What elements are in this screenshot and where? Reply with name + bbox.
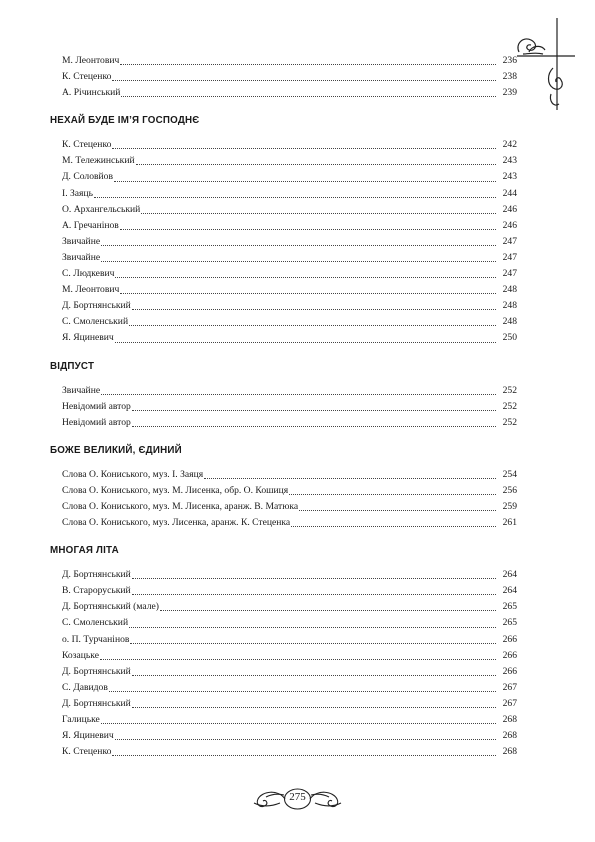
- toc-entry: [62, 69, 517, 85]
- toc-entry-page: 248: [502, 316, 517, 328]
- toc-entry: [62, 399, 517, 415]
- toc-entry: [62, 499, 517, 515]
- dot-leader: [101, 260, 496, 262]
- dot-leader: [121, 95, 496, 97]
- toc-entry-page: 256: [502, 484, 517, 496]
- toc-entry-label: Д. Бортнянський (мале): [62, 601, 159, 613]
- toc-entry-label: Я. Яциневич: [62, 332, 114, 344]
- toc-entry-label: А. Річинський: [62, 87, 121, 99]
- dot-leader: [160, 609, 496, 611]
- dot-leader: [120, 63, 496, 65]
- toc-entry: [62, 567, 517, 583]
- table-of-contents: [50, 53, 517, 760]
- dot-leader: [120, 228, 496, 230]
- toc-entry-page: 247: [502, 235, 517, 247]
- toc-entry-page: 236: [502, 55, 517, 66]
- cross-flourish-icon: [513, 18, 575, 110]
- toc-entry: [62, 680, 517, 696]
- toc-entry-label: С. Смоленський: [62, 316, 129, 328]
- toc-entry-page: 244: [502, 187, 517, 199]
- dot-leader: [291, 525, 496, 527]
- dot-leader: [115, 341, 496, 343]
- toc-entry-label: С. Людкевич: [62, 268, 115, 280]
- dot-leader: [132, 308, 496, 310]
- toc-entry: [62, 632, 517, 648]
- dot-leader: [130, 642, 496, 644]
- toc-entry-page: 248: [502, 300, 517, 312]
- toc-entry-label: К. Стеценко: [62, 139, 112, 151]
- dot-leader: [141, 212, 496, 214]
- dot-leader: [101, 722, 496, 724]
- toc-entry-label: Слова О. Кониського, муз. Лисенка, аранж. К. Стеценка: [62, 517, 291, 529]
- toc-entry: [62, 85, 517, 101]
- dot-leader: [129, 626, 496, 628]
- toc-entry-page: 265: [502, 617, 517, 629]
- dot-leader: [101, 244, 496, 246]
- toc-entry-page: 246: [502, 219, 517, 231]
- dot-leader: [289, 493, 496, 495]
- toc-entry-page: 247: [502, 268, 517, 280]
- toc-entry-page: 242: [502, 139, 517, 151]
- toc-entry: [62, 218, 517, 234]
- toc-entry-page: 247: [502, 251, 517, 263]
- toc-entry: [62, 483, 517, 499]
- toc-entry-page: 239: [502, 87, 517, 99]
- dot-leader: [115, 276, 496, 278]
- toc-entry-page: 267: [502, 681, 517, 693]
- section-title: МНОГАЯ ЛІТА: [50, 545, 119, 557]
- toc-entry: [62, 250, 517, 266]
- section-title: ВІДПУСТ: [50, 360, 95, 372]
- toc-entry-page: 238: [502, 71, 517, 83]
- toc-entry-page: 268: [502, 714, 517, 725]
- toc-entry-label: Слова О. Кониського, муз. І. Заяця: [62, 468, 204, 480]
- toc-entry-label: М. Леонтович: [62, 284, 120, 296]
- dot-leader: [101, 393, 496, 395]
- toc-entry: [62, 266, 517, 282]
- toc-entry: [62, 583, 517, 599]
- toc-entry: [62, 282, 517, 298]
- toc-entry-label: В. Староруський: [62, 585, 131, 597]
- toc-entry-label: С. Давидов: [62, 681, 108, 693]
- toc-entry-page: 266: [502, 665, 517, 677]
- toc-entry-page: 252: [502, 384, 517, 396]
- toc-entry: [62, 648, 517, 664]
- dot-leader: [132, 425, 496, 427]
- toc-entry-page: 243: [502, 171, 517, 183]
- toc-entry-page: 250: [502, 332, 517, 344]
- dot-leader: [109, 690, 496, 692]
- toc-entry-page: 252: [502, 416, 517, 428]
- toc-entry: [62, 615, 517, 631]
- dot-leader: [115, 738, 496, 740]
- dot-leader: [132, 577, 496, 579]
- dot-leader: [112, 147, 496, 149]
- dot-leader: [120, 292, 496, 294]
- toc-entry: [62, 664, 517, 680]
- dot-leader: [112, 754, 496, 756]
- toc-entry: [62, 314, 517, 330]
- toc-entry-label: Д. Соловйов: [62, 171, 113, 183]
- dot-leader: [136, 163, 496, 165]
- dot-leader: [299, 509, 496, 511]
- dot-leader: [132, 409, 496, 411]
- dot-leader: [100, 658, 496, 660]
- dot-leader: [129, 324, 496, 326]
- toc-entry: [62, 744, 517, 760]
- toc-entry: [62, 137, 517, 153]
- toc-entry-page: 267: [502, 697, 517, 709]
- toc-entry-label: Галицьке: [62, 714, 100, 725]
- toc-entry-label: Д. Бортнянський: [62, 300, 131, 312]
- toc-entry: [62, 153, 517, 169]
- toc-entry-label: К. Стеценко: [62, 746, 112, 758]
- toc-entry-label: Д. Бортнянський: [62, 569, 131, 581]
- toc-entry-label: Звичайне: [62, 235, 101, 247]
- dot-leader: [94, 196, 496, 198]
- toc-entry: [62, 712, 517, 728]
- toc-entry-page: 261: [502, 517, 517, 529]
- toc-entry-label: Невідомий автор: [62, 400, 131, 412]
- toc-entry-label: Д. Бортнянський: [62, 697, 131, 709]
- dot-leader: [204, 477, 496, 479]
- toc-entry-page: 248: [502, 284, 517, 296]
- toc-entry-label: Слова О. Кониського, муз. М. Лисенка, аранж. В. Матюка: [62, 500, 299, 512]
- toc-entry-label: О. Архангельський: [62, 203, 141, 215]
- toc-entry-page: 254: [502, 468, 517, 480]
- toc-entry: [62, 515, 517, 531]
- toc-entry: [62, 53, 517, 69]
- toc-entry-page: 265: [502, 601, 517, 613]
- toc-entry-label: М. Тележинський: [62, 155, 135, 167]
- toc-entry-label: К. Стеценко: [62, 71, 112, 83]
- toc-entry-page: 259: [502, 500, 517, 512]
- toc-entry-page: 264: [502, 569, 517, 581]
- toc-entry-page: 266: [502, 649, 517, 661]
- dot-leader: [114, 180, 496, 182]
- toc-entry: [62, 696, 517, 712]
- toc-entry: [62, 467, 517, 483]
- dot-leader: [112, 79, 496, 81]
- toc-entry: [62, 383, 517, 399]
- toc-entry: [62, 186, 517, 202]
- toc-entry-label: Звичайне: [62, 251, 101, 263]
- toc-entry: [62, 202, 517, 218]
- toc-entry-page: 246: [502, 203, 517, 215]
- toc-entry-label: Слова О. Кониського, муз. М. Лисенка, обр. О. Кошиця: [62, 484, 289, 496]
- toc-entry-page: 252: [502, 400, 517, 412]
- toc-entry-page: 264: [502, 585, 517, 597]
- toc-entry-label: М. Леонтович: [62, 55, 120, 66]
- section-title: НЕХАЙ БУДЕ ІМ’Я ГОСПОДНЄ: [50, 115, 200, 127]
- toc-entry-label: А. Гречанінов: [62, 219, 119, 231]
- page-number: 275: [289, 791, 306, 803]
- toc-entry: [62, 169, 517, 185]
- dot-leader: [132, 593, 496, 595]
- toc-entry-page: 266: [502, 633, 517, 645]
- toc-entry-page: 268: [502, 746, 517, 758]
- dot-leader: [132, 706, 496, 708]
- toc-entry: [62, 599, 517, 615]
- toc-entry: [62, 728, 517, 744]
- toc-entry-page: 268: [502, 730, 517, 742]
- toc-entry: [62, 415, 517, 431]
- toc-entry-label: С. Смоленський: [62, 617, 129, 629]
- toc-entry: [62, 234, 517, 250]
- toc-entry-label: о. П. Турчанінов: [62, 633, 130, 645]
- toc-entry: [62, 298, 517, 314]
- dot-leader: [132, 674, 496, 676]
- toc-entry-page: 243: [502, 155, 517, 167]
- toc-entry-label: Д. Бортнянський: [62, 665, 131, 677]
- toc-entry-label: Невідомий автор: [62, 416, 131, 428]
- toc-entry-label: Звичайне: [62, 384, 101, 396]
- section-title: БОЖЕ ВЕЛИКИЙ, ЄДИНИЙ: [50, 444, 182, 456]
- toc-entry-label: І. Заяць: [62, 187, 93, 199]
- toc-entry-label: Козацьке: [62, 649, 99, 661]
- toc-entry: [62, 330, 517, 346]
- toc-entry-label: Я. Яциневич: [62, 730, 114, 742]
